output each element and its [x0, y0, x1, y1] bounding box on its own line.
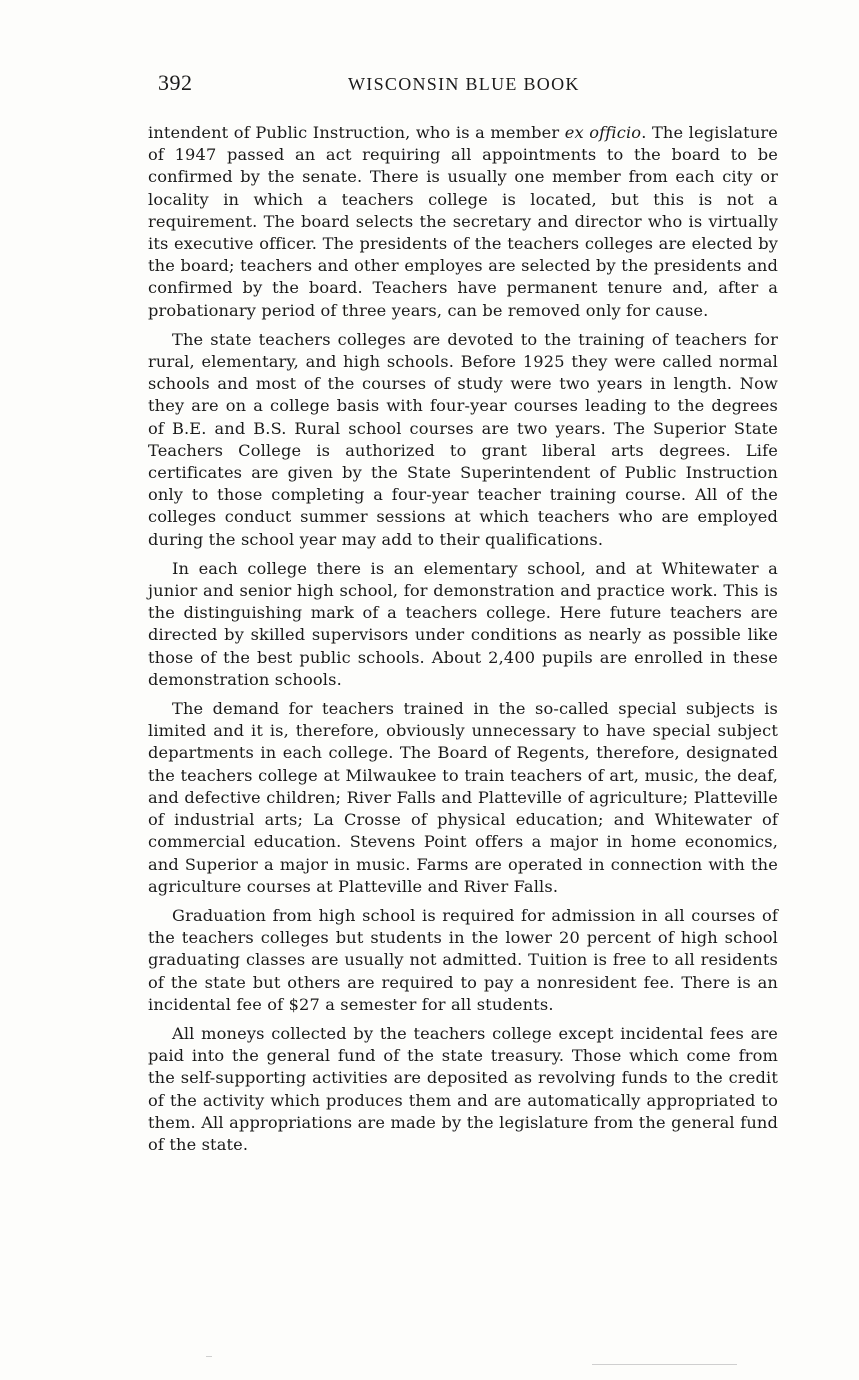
paragraph-special-subjects: The demand for teachers trained in the so-called special subjects is limited and it is, therefore, obviously unnecessary to have special subject departments in each college. The Board of Regents, therefore, designated the teachers college at Milwaukee to train teachers of art, music, the deaf, and defective children; River Falls and Platteville of agriculture; Platteville of industrial arts; La Crosse of physical education; and Whitewater of commercial education. Stevens Point offers a major in home economics, and Superior a major in music. Farms are operated in connection with the agriculture courses at Platteville and River Falls.	[148, 699, 778, 896]
paragraph-moneys-appropriations: All moneys collected by the teachers college except incidental fees are paid into the general fund of the state treasury. Those which come from the self-supporting activities are deposited as revolving funds to the credit of the activity which produces them and are automatically appropriated to them. All appropriations are made by the legislature from the general fund of the state.	[148, 1023, 778, 1154]
paragraph-demonstration-schools: In each college there is an elementary school, and at Whitewater a junior and senior high school, for demonstration and practice work. This is the distinguishing mark of a teachers college. Here future teachers are directed by skilled supervisors under conditions as nearly as possible like those of the best public schools. About 2,400 pupils are enrolled in these demonstration schools.	[148, 558, 778, 689]
scan-speck	[592, 1364, 737, 1365]
running-head	[158, 70, 788, 98]
latin-phrase: ex officio	[564, 123, 642, 142]
paragraph-board-appointments: intendent of Public Instruction, who is a member ex officio. The legislature of 1947 passed an act requiring all appointments to the board to be confirmed by the senate. There is usually one member from each city or locality in which a teachers college is located, but this is not a requirement. The board selects the secretary and director who is virtually its executive officer. The presidents of the teachers colleges are elected by the board; teachers and other employes are selected by the presidents and confirmed by the board. Teachers have permanent tenure and, after a probationary period of three years, can be removed only for cause.	[148, 123, 779, 320]
paragraph-admission-tuition: Graduation from high school is required for admission in all courses of the teachers colleges but students in the lower 20 percent of high school graduating classes are usually not admitted. Tuition is free to all residents of the state but others are required to pay a nonresident fee. There is an incidental fee of $27 a semester for all students.	[148, 905, 778, 1014]
running-title: WISCONSIN BLUE BOOK	[348, 74, 580, 94]
scan-speck	[206, 1356, 212, 1357]
page-number: 392	[158, 70, 193, 95]
body-text	[148, 122, 778, 1163]
paragraph-teacher-training: The state teachers colleges are devoted to the training of teachers for rural, elementary, and high schools. Before 1925 they were called normal schools and most of the courses of study were two years in length. Now they are on a college basis with four-year courses leading to the degrees of B.E. and B.S. Rural school courses are two years. The Superior State Teachers College is authorized to grant liberal arts degrees. Life certificates are given by the State Superintendent of Public Instruction only to those completing a four-year teacher training course. All of the colleges conduct summer sessions at which teachers who are employed during the school year may add to their qualifications.	[148, 329, 778, 549]
